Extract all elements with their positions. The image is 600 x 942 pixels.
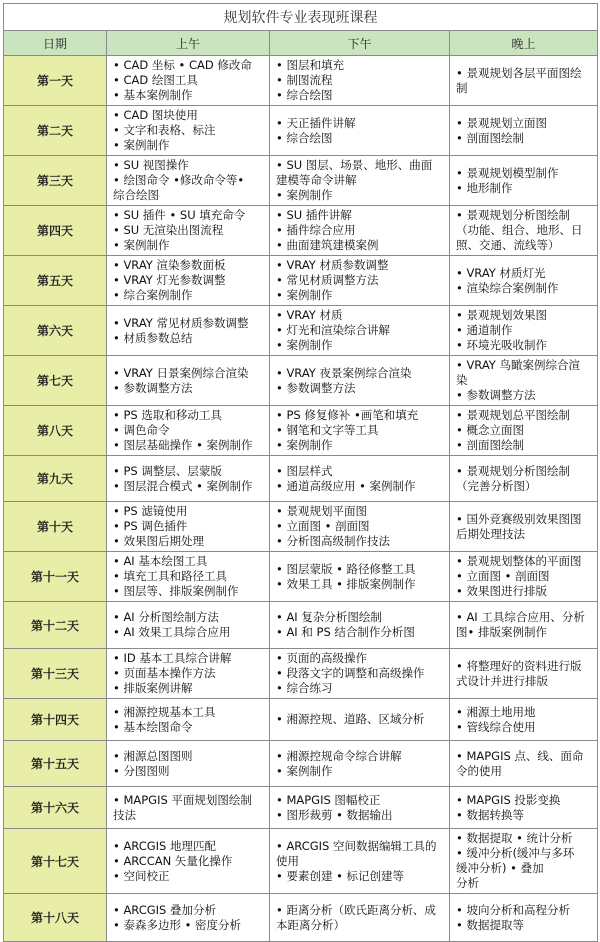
course-item: • AI 复杂分析图绘制: [276, 610, 382, 624]
evening-cell: [450, 502, 598, 552]
course-item: • 数据提取 • 统计分析: [456, 831, 573, 845]
course-item: • 距离分析（欧氏距离分析、成: [276, 902, 436, 917]
afternoon-cell: [270, 502, 450, 552]
day-cell: 第四天: [4, 206, 107, 256]
course-item: • 景观规划立面图: [456, 115, 547, 130]
course-item: • VRAY 材质: [276, 308, 343, 322]
evening-cell: [450, 787, 598, 829]
course-item: • VRAY 渲染参数面板: [113, 258, 226, 272]
table-row: [4, 456, 598, 502]
course-item: • 湘源控规、道路、区域分析: [276, 712, 425, 726]
day-cell: 第三天: [4, 156, 107, 206]
evening-cell: [450, 552, 598, 602]
course-item: • 景观规划分析图绘制: [456, 208, 570, 222]
course-item: • 图层等、排版案例制作: [113, 584, 239, 598]
table-row: [4, 649, 598, 699]
day-cell: 第十二天: [4, 602, 107, 649]
course-item: • SU 插件讲解: [276, 208, 352, 222]
course-item: 染: [456, 373, 468, 387]
course-item: • MAPGIS 平面规划图绘制: [113, 792, 252, 807]
course-item: • ARCCAN 矢量化操作: [113, 853, 233, 868]
schedule-table: [3, 3, 598, 942]
course-item: 技法: [113, 807, 136, 822]
course-item: • ID 基本工具综合讲解: [113, 651, 232, 665]
course-item: • 排版案例讲解: [113, 681, 193, 695]
course-item: • VRAY 灯光参数调整: [113, 273, 226, 287]
course-item: • 立面图 • 剖面图: [456, 569, 550, 583]
course-item: • 湘源控规基本工具: [113, 704, 216, 719]
day-cell: 第七天: [4, 356, 107, 406]
day-cell: 第十八天: [4, 894, 107, 942]
evening-cell: [450, 741, 598, 787]
course-item: • 案例制作: [276, 338, 333, 352]
course-item: • 页面的高级操作: [276, 651, 367, 665]
evening-cell: [450, 406, 598, 456]
course-item: • 剖面图绘制: [456, 130, 524, 145]
course-item: • PS 滤镜使用: [113, 504, 188, 518]
morning-cell: [107, 56, 270, 106]
afternoon-cell: [270, 156, 450, 206]
course-item: 图• 排版案例制作: [456, 625, 547, 639]
course-item: • 综合绘图: [276, 88, 333, 102]
day-cell: 第一天: [4, 56, 107, 106]
course-item: • 景观规划效果图: [456, 308, 547, 322]
course-item: • PS 选取和移动工具: [113, 408, 222, 422]
course-item: （功能、组合、地形、日: [456, 223, 583, 237]
table-row: [4, 206, 598, 256]
course-item: 使用: [276, 853, 299, 868]
morning-cell: [107, 829, 270, 894]
table-title: 规划软件专业表现班课程: [4, 4, 598, 31]
course-item: • 常见材质调整方法: [276, 273, 379, 287]
course-item: • PS 调整层、层蒙版: [113, 463, 222, 478]
course-item: • 景观规划模型制作: [456, 165, 559, 180]
morning-cell: [107, 306, 270, 356]
evening-cell: [450, 894, 598, 942]
course-item: • 文字和表格、标注: [113, 123, 216, 137]
course-item: • 分析图高级制作技法: [276, 534, 390, 548]
course-item: • 图层样式: [276, 463, 333, 478]
course-item: • 参数调整方法: [113, 380, 193, 395]
course-item: • 图层蒙版 • 路径修整工具: [276, 561, 416, 576]
evening-cell: [450, 649, 598, 699]
course-item: • 绘图命令 •修改命令等•: [113, 173, 245, 187]
day-cell: 第十三天: [4, 649, 107, 699]
course-item: • 综合练习: [276, 681, 333, 695]
table-row: [4, 829, 598, 894]
course-item: • 空间校正: [113, 868, 170, 883]
course-item: • 管线综合使用: [456, 719, 536, 734]
morning-cell: [107, 256, 270, 306]
afternoon-cell: [270, 256, 450, 306]
course-item: • 景观规划分析图绘制: [456, 463, 570, 478]
afternoon-cell: [270, 894, 450, 942]
course-item: 制: [456, 80, 468, 95]
table-row: [4, 741, 598, 787]
afternoon-cell: [270, 56, 450, 106]
evening-cell: [450, 356, 598, 406]
evening-cell: [450, 56, 598, 106]
course-item: • 景观规划平面图: [276, 504, 367, 518]
table-row: [4, 256, 598, 306]
course-item: • 案例制作: [113, 238, 170, 252]
course-item: 缓冲分析) • 叠加: [456, 861, 544, 875]
header-afternoon: 下午: [270, 31, 450, 56]
course-item: • 参数调整方法: [276, 380, 356, 395]
course-item: • 基本案例制作: [113, 88, 193, 102]
course-item: 令的使用: [456, 763, 502, 778]
day-cell: 第十四天: [4, 699, 107, 741]
course-item: • VRAY 材质灯光: [456, 265, 546, 280]
course-item: • PS 修复修补 •画笔和填充: [276, 408, 419, 422]
morning-cell: [107, 106, 270, 156]
course-item: • 景观规划总平图绘制: [456, 408, 570, 422]
course-item: • 环境光吸收制作: [456, 338, 547, 352]
course-item: • SU 无渲染出图流程: [113, 223, 224, 237]
day-cell: 第十五天: [4, 741, 107, 787]
afternoon-cell: [270, 356, 450, 406]
course-item: • 湘源总图图则: [113, 748, 193, 763]
table-row: [4, 602, 598, 649]
afternoon-cell: [270, 829, 450, 894]
course-item: • 基本绘图命令: [113, 719, 193, 734]
course-item: • AI 基本绘图工具: [113, 554, 208, 568]
day-cell: 第十一天: [4, 552, 107, 602]
course-item: 建模等命令讲解: [276, 173, 357, 187]
course-item: • 概念立面图: [456, 423, 524, 437]
afternoon-cell: [270, 787, 450, 829]
header-morning: 上午: [107, 31, 270, 56]
course-item: • 参数调整方法: [456, 388, 536, 402]
evening-cell: [450, 256, 598, 306]
day-cell: 第六天: [4, 306, 107, 356]
course-item: • 段落文字的调整和高级操作: [276, 666, 425, 680]
course-item: • 案例制作: [276, 288, 333, 302]
course-item: 本距离分析）: [276, 917, 345, 932]
course-item: • AI 分析图绘制方法: [113, 610, 219, 624]
afternoon-cell: [270, 456, 450, 502]
course-item: • 天正插件讲解: [276, 115, 356, 130]
morning-cell: [107, 699, 270, 741]
afternoon-cell: [270, 649, 450, 699]
course-item: • 案例制作: [113, 138, 170, 152]
morning-cell: [107, 156, 270, 206]
course-item: • 分图图则: [113, 763, 170, 778]
day-cell: 第十六天: [4, 787, 107, 829]
course-item: • CAD 绘图工具: [113, 73, 198, 87]
course-item: • 湘源控规命令综合讲解: [276, 748, 402, 763]
course-item: • 剖面图绘制: [456, 438, 524, 452]
day-cell: 第十七天: [4, 829, 107, 894]
day-cell: 第九天: [4, 456, 107, 502]
header-date: 日期: [4, 31, 107, 56]
course-item: • 案例制作: [276, 188, 333, 202]
course-item: • 图层混合模式 • 案例制作: [113, 478, 253, 493]
course-item: • 数据提取等: [456, 917, 524, 932]
course-item: • VRAY 日景案例综合渲染: [113, 365, 249, 380]
morning-cell: [107, 602, 270, 649]
course-item: • 缓冲分析(缓冲与多环: [456, 846, 575, 860]
course-item: • 调色命令: [113, 423, 170, 437]
afternoon-cell: [270, 602, 450, 649]
course-item: • 效果工具 • 排版案例制作: [276, 576, 416, 591]
day-cell: 第八天: [4, 406, 107, 456]
table-row: [4, 156, 598, 206]
course-item: • 通道高级应用 • 案例制作: [276, 478, 416, 493]
morning-cell: [107, 894, 270, 942]
course-item: • SU 视图操作: [113, 158, 189, 172]
course-item: 照、交通、流线等）: [456, 238, 560, 252]
course-item: • 数据转换等: [456, 807, 524, 822]
table-row: [4, 699, 598, 741]
course-item: （完善分析图）: [456, 478, 537, 493]
table-row: [4, 56, 598, 106]
course-item: • MAPGIS 图幅校正: [276, 792, 381, 807]
afternoon-cell: [270, 552, 450, 602]
morning-cell: [107, 456, 270, 502]
course-item: • 页面基本操作方法: [113, 666, 216, 680]
table-row: [4, 787, 598, 829]
course-item: • 插件综合应用: [276, 223, 356, 237]
course-item: • MAPGIS 点、线、面命: [456, 748, 584, 763]
afternoon-cell: [270, 699, 450, 741]
course-schedule: [3, 3, 597, 942]
table-row: [4, 502, 598, 552]
course-item: • 综合案例制作: [113, 288, 193, 302]
course-item: 综合绘图: [113, 188, 159, 202]
course-item: • 曲面建筑建模案例: [276, 238, 379, 252]
table-row: [4, 106, 598, 156]
course-item: • 将整理好的资料进行版: [456, 658, 582, 673]
course-item: • 景观规划各层平面图绘: [456, 65, 582, 80]
afternoon-cell: [270, 106, 450, 156]
day-cell: 第十天: [4, 502, 107, 552]
course-item: • PS 调色插件: [113, 519, 188, 533]
course-item: • 通道制作: [456, 323, 513, 337]
evening-cell: [450, 699, 598, 741]
evening-cell: [450, 106, 598, 156]
day-cell: 第五天: [4, 256, 107, 306]
morning-cell: [107, 741, 270, 787]
table-row: [4, 552, 598, 602]
course-item: • AI 工具综合应用、分析: [456, 610, 585, 624]
course-item: • 填充工具和路径工具: [113, 569, 227, 583]
morning-cell: [107, 649, 270, 699]
evening-cell: [450, 456, 598, 502]
course-item: • SU 插件 • SU 填充命令: [113, 208, 246, 222]
table-row: [4, 406, 598, 456]
course-item: • 要素创建 • 标记创建等: [276, 868, 405, 883]
morning-cell: [107, 356, 270, 406]
evening-cell: [450, 206, 598, 256]
afternoon-cell: [270, 206, 450, 256]
course-item: • ARCGIS 地理匹配: [113, 838, 217, 853]
course-item: • ARCGIS 空间数据编辑工具的: [276, 838, 437, 853]
course-item: • VRAY 夜景案例综合渲染: [276, 365, 412, 380]
morning-cell: [107, 206, 270, 256]
course-item: 式设计并进行排版: [456, 673, 548, 688]
morning-cell: [107, 406, 270, 456]
course-item: • 效果图进行排版: [456, 584, 547, 598]
course-item: • 立面图 • 剖面图: [276, 519, 370, 533]
course-item: • 渲染综合案例制作: [456, 280, 559, 295]
course-item: • 图形裁剪 • 数据输出: [276, 807, 393, 822]
evening-cell: [450, 156, 598, 206]
course-item: 分析: [456, 876, 479, 890]
evening-cell: [450, 602, 598, 649]
course-item: • AI 和 PS 结合制作分析图: [276, 625, 415, 639]
table-row: [4, 894, 598, 942]
afternoon-cell: [270, 741, 450, 787]
course-item: • VRAY 常见材质参数调整: [113, 315, 249, 330]
course-item: • 图层和填充: [276, 58, 344, 72]
course-item: • CAD 图块使用: [113, 108, 198, 122]
course-item: • AI 效果工具综合应用: [113, 625, 231, 639]
course-item: • 泰森多边形 • 密度分析: [113, 917, 242, 932]
morning-cell: [107, 787, 270, 829]
evening-cell: [450, 306, 598, 356]
afternoon-cell: [270, 406, 450, 456]
evening-cell: [450, 829, 598, 894]
course-item: • VRAY 鸟瞰案例综合渲: [456, 358, 580, 372]
course-item: 后期处理技法: [456, 526, 525, 541]
course-item: • 国外竞赛级别效果图图: [456, 511, 582, 526]
course-item: • 景观规划整体的平面图: [456, 554, 582, 568]
day-cell: 第二天: [4, 106, 107, 156]
morning-cell: [107, 552, 270, 602]
header-evening: 晚上: [450, 31, 598, 56]
course-item: • 灯光和渲染综合讲解: [276, 323, 390, 337]
course-item: • 钢笔和文字等工具: [276, 423, 379, 437]
course-item: • VRAY 材质参数调整: [276, 258, 389, 272]
course-item: • ARCGIS 叠加分析: [113, 902, 217, 917]
course-item: • SU 图层、场景、地形、曲面: [276, 158, 433, 172]
course-item: • MAPGIS 投影变换: [456, 792, 561, 807]
course-item: • 综合绘图: [276, 130, 333, 145]
course-item: • 材质参数总结: [113, 330, 193, 345]
course-item: • 效果图后期处理: [113, 534, 204, 548]
course-item: • 案例制作: [276, 438, 333, 452]
course-item: • 地形制作: [456, 180, 513, 195]
morning-cell: [107, 502, 270, 552]
course-item: • CAD 坐标 • CAD 修改命: [113, 58, 252, 72]
table-row: [4, 306, 598, 356]
afternoon-cell: [270, 306, 450, 356]
table-row: [4, 356, 598, 406]
course-item: • 湘源土地用地: [456, 704, 536, 719]
course-item: • 案例制作: [276, 763, 333, 778]
course-item: • 图层基础操作 • 案例制作: [113, 438, 253, 452]
course-item: • 制图流程: [276, 73, 333, 87]
course-item: • 坡向分析和高程分析: [456, 902, 570, 917]
